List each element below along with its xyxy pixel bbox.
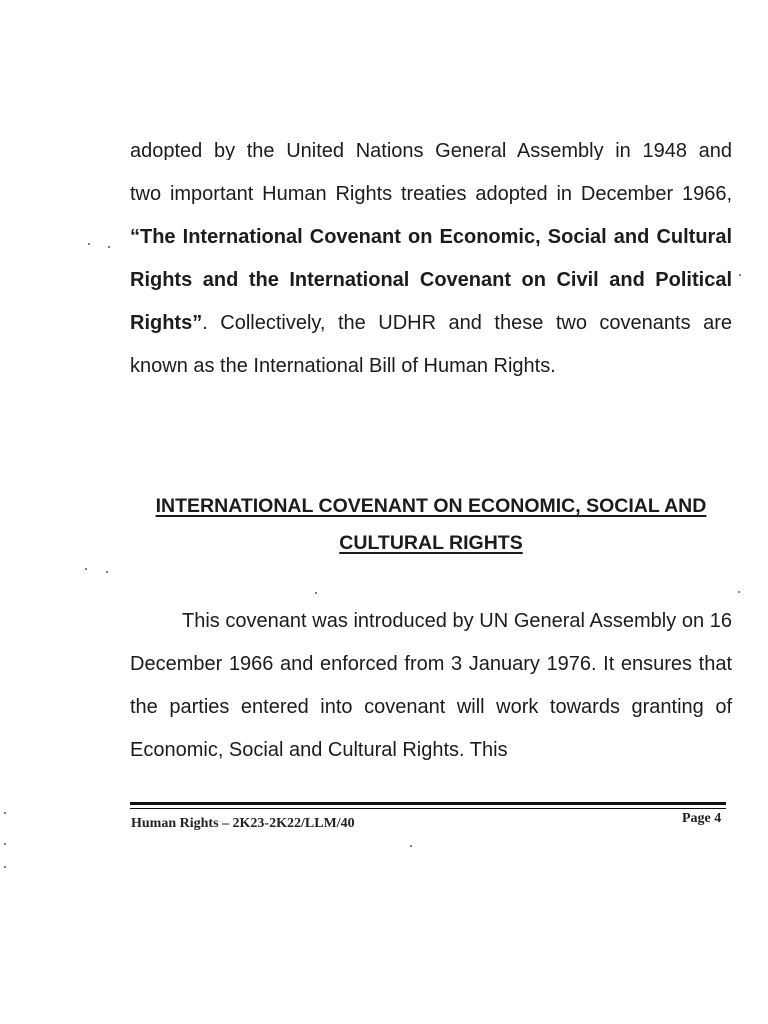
scan-speck [4,843,6,845]
scan-speck [738,591,740,593]
footer-rule-thin [130,808,726,809]
paragraph-covenant: This covenant was introduced by UN General Assembly on 16 December 1966 and enforced from 3 January 1976. It ensures that the parties entered into covenant will work towards granting of Economic, Social and Cultural Rights. This [130,610,732,761]
scan-speck [410,845,412,847]
scan-speck [315,592,317,594]
footer-course-label: Human Rights – 2K23-2K22/LLM/40 [131,816,355,831]
scan-speck [4,866,6,868]
section-heading: INTERNATIONAL COVENANT ON ECONOMIC, SOCIAL AND CULTURAL RIGHTS [155,495,707,554]
paragraph-intro-start: two important Human Rights treaties adopted in December 1966, [130,183,732,205]
scan-speck [88,243,90,245]
footer-rule-thick [130,802,726,805]
cut-off-text-line: adopted by the United Nations General Assembly in 1948 and [130,140,732,160]
paragraph-intro [130,173,732,388]
footer-page-number: Page 4 [682,811,722,826]
paragraph-intro-bold: “The International Covenant on Economic, Social and Cultural Rights and the International Covenant on Civil and Political Rights” [130,226,732,334]
scan-speck [4,812,6,814]
scan-speck [85,568,87,570]
scan-speck [108,246,110,248]
paragraph-intro-end: . Collectively, the UDHR and these two covenants are known as the International Bill of Human Rights. [130,312,732,377]
scan-speck [106,571,108,573]
scan-speck [739,274,741,276]
